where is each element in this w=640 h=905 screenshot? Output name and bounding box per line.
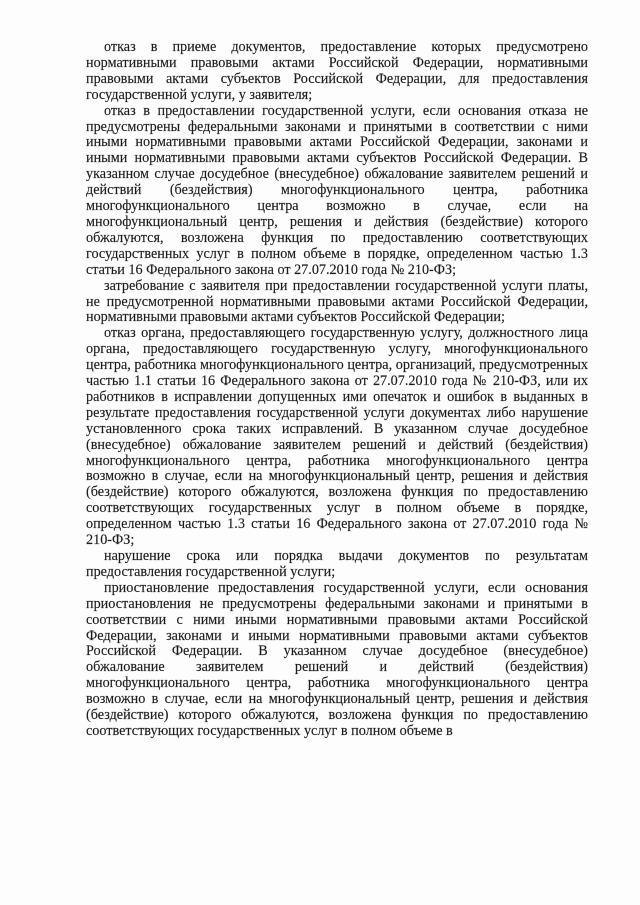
paragraph-refusal-service: отказ в предоставлении государственной услуги, если основания отказа не предусмотрены федеральными законами и принятыми в соответствии с ними иными нормативными правовыми актами Российской Федерации, законами и иными нормативными правовыми актами субъектов Российской Федерации. В указанном случае досудебное (внесудебное) обжалование заявителем решений и действий (бездействия) многофункционального центра, работника многофункционального центра возможно в случае, если на многофункциональный центр, решения и действия (бездействие) которого обжалуются, возложена функция по предоставлению соответствующих государственных услуг в полном объеме в порядке, определенном частью 1.3 статьи 16 Федерального закона от 27.07.2010 года № 210-ФЗ;: [86, 102, 588, 278]
paragraph-fee-demand: затребование с заявителя при предоставлении государственной услуги платы, не предусмотренной нормативными правовыми актами Российской Федерации, нормативными правовыми актами субъектов Российской Федерации;: [86, 277, 588, 326]
document-body: [86, 40, 588, 740]
paragraph-refusal-corrections: отказ органа, предоставляющего государственную услугу, должностного лица органа, предоставляющего государственную услугу, многофункционального центра, работника многофункционального центра, организаций, предусмотренных частью 1.1 статьи 16 Федерального закона от 27.07.2010 года № 210-ФЗ, или их работников в исправлении допущенных ими опечаток и ошибок в выданных в результате предоставления государственной услуги документах либо нарушение установленного срока таких исправлений. В указанном случае досудебное (внесудебное) обжалование заявителем решений и действий (бездействия) многофункционального центра, работника многофункционального центра возможно в случае, если на многофункциональный центр, решения и действия (бездействие) которого обжалуются, возложена функция по предоставлению соответствующих государственных услуг в полном объеме в порядке, определенном частью 1.3 статьи 16 Федерального закона от 27.07.2010 года № 210-ФЗ;: [86, 325, 588, 549]
paragraph-refusal-documents: отказ в приеме документов, предоставление которых предусмотрено нормативными правовыми актами Российской Федерации, нормативными правовыми актами субъектов Российской Федерации, для предоставления государственной услуги, у заявителя;: [86, 39, 588, 103]
paragraph-deadline-violation: нарушение срока или порядка выдачи документов по результатам предоставления государственной услуги;: [86, 548, 588, 580]
paragraph-suspension: приостановление предоставления государственной услуги, если основания приостановления не предусмотрены федеральными законами и принятыми в соответствии с ними иными нормативными правовыми актами Российской Федерации, законами и иными нормативными правовыми актами субъектов Российской Федерации. В указанном случае досудебное (внесудебное) обжалование заявителем решений и действий (бездействия) многофункционального центра, работника многофункционального центра возможно в случае, если на многофункциональный центр, решения и действия (бездействие) которого обжалуются, возложена функция по предоставлению соответствующих государственных услуг в полном объеме в: [86, 579, 588, 739]
